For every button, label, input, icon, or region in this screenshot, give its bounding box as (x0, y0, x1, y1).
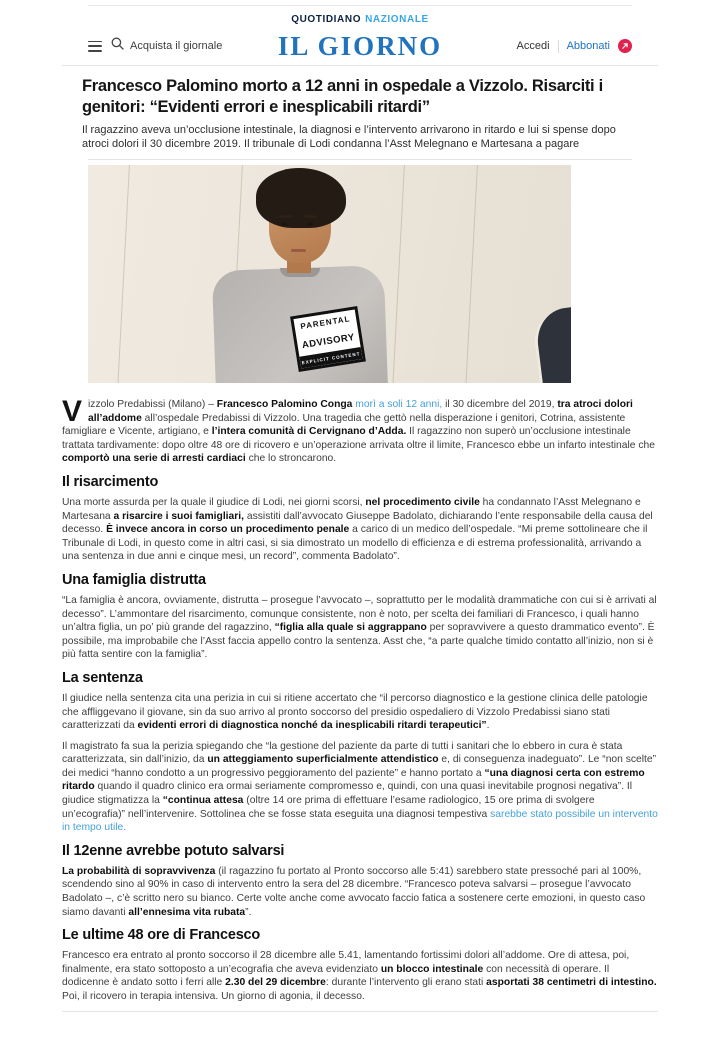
bold-text: all’ennesima vita rubata (128, 906, 246, 918)
article-title: Francesco Palomino morto a 12 anni in ospedale a Vizzolo. Risarciti i genitori: “Evidenti errori e inesplicabili ritardi” (82, 77, 603, 116)
article-paragraph (62, 496, 658, 564)
article-photo (88, 165, 571, 383)
bold-text: La probabilità di sopravvivenza (62, 865, 216, 877)
article-paragraph (62, 740, 658, 835)
login-link[interactable]: Accedi (516, 40, 550, 52)
bold-text: “figlia alla quale si aggrappano (274, 622, 427, 634)
body-text: : durante l’intervento gli erano stati (325, 977, 487, 989)
body-text: Il ragazzino non superò un’occlusione intestinale trattata tardivamente: dopo oltre 48 ore di ricovero e un’operazione arrivata oltre il limite, Francesco ebbe un infarto intestinale che (62, 426, 655, 451)
il-giorno-logo[interactable]: IL GIORNO (277, 30, 443, 61)
body-text: Una morte assurda per la quale il giudice di Lodi, nei giorni scorsi, (62, 496, 366, 508)
article-paragraph (62, 395, 658, 466)
boy-mouth (291, 249, 306, 252)
body-text: quando il quadro clinico era ormai seriamente compromesso e, quindi, con una quasi inevitabile prognosi negativa”. Il giudice stigmatizza la (62, 781, 633, 807)
body-text: all’ospedale Predabissi di Vizzolo. Una tragedia che gettò nella disperazione i genitori, Cotrina, assistente famigliare e Vicente, artigiano, e (62, 412, 626, 438)
bold-text: un blocco intestinale (380, 963, 484, 975)
inline-link[interactable]: morì a soli 12 anni, (355, 399, 443, 410)
inline-link[interactable]: sarebbe stato possibile un intervento in tempo utile. (62, 808, 658, 834)
qn-brand-dark[interactable]: QUOTIDIANO (291, 14, 362, 25)
advisory-mid-text: ADVISORY (301, 331, 356, 351)
article-standfirst: Il ragazzino aveva un’occlusione intestinale, la diagnosi e l’intervento arrivarono in ritardo e lui si spense dopo atroci dolori il 30 dicembre 2019. Il tribunale di Lodi condanna l’Asst Melegnano e Martesana a pagare (82, 124, 616, 150)
bold-text: “continua attesa (162, 795, 244, 807)
body-text: e, di conseguenza inadeguato”. Le “non scelte” dei medici “hanno condotto a un progressivo peggioramento del paziente” e hanno portato a (62, 754, 657, 779)
article-paragraph (62, 594, 658, 662)
boy-eye (281, 222, 287, 226)
body-text: Francesco era entrato al pronto soccorso il 28 dicembre alle 5.41, lamentando fortissimi dolori all’addome. Ore di attesa, poi, finalmente, era stato sottoposto a un’ecografia che aveva evidenziato (62, 950, 630, 975)
photo-wall-line (391, 165, 405, 383)
article-paragraph (62, 692, 658, 733)
subscribe-link[interactable]: Abbonati (566, 40, 610, 52)
article-body (62, 395, 658, 1004)
headline-divider (88, 159, 632, 160)
bold-text: asportati 38 centimetri di intestino. (486, 977, 657, 989)
bold-text: nel procedimento civile (365, 496, 480, 508)
second-person-shoulder (531, 307, 571, 383)
article-paragraph (62, 949, 658, 1003)
article-paragraph (62, 865, 658, 919)
body-text: ha condannato l’Asst Melegnano e Martesana (62, 496, 641, 522)
body-text: il 30 dicembre del 2019, (442, 399, 558, 410)
qn-brand-light[interactable]: NAZIONALE (365, 14, 429, 25)
drop-cap: V (62, 395, 83, 428)
bold-text: un atteggiamento superficialmente attendistico (207, 754, 439, 766)
bold-text: Francesco Palomino Conga (216, 399, 353, 410)
bold-text: comportò una serie di arresti cardiaci (62, 453, 246, 465)
section-heading: Il 12enne avrebbe potuto salvarsi (62, 842, 285, 859)
body-text: con necessità di operare. Il dodicenne è andato sotto i ferri alle (62, 963, 610, 989)
body-text: Poi, il ricovero in terapia intensiva. Un giorno di agonia, il decesso. (62, 991, 365, 1002)
bold-text: “una diagnosi certa con estremo ritardo (62, 767, 645, 793)
section-heading: Il risarcimento (62, 473, 159, 490)
body-text: a carico di un medico dell’ospedale. “Mi preme sottolineare che il Tribunale di Lodi, in questo come in altri casi, si sia dimostrato un modello di efficienza e di estrema professionalità, arrivando a una sentenza in due anni e cinque mesi, un record”, commenta Badolato”. (62, 524, 648, 563)
body-text: izzolo Predabissi (Milano) – (88, 399, 217, 410)
body-text: (oltre 14 ore prima di effettuare l’esame radiologico, 15 ore prima di svolgere un’ecografia)” nell’intervenire. Sottolinea che se fosse stata eseguita una diagnosi tempestiva (62, 795, 595, 820)
photo-wall-line (464, 165, 478, 383)
body-text: ”. (245, 906, 252, 918)
bold-text: l’intera comunità di Cervignano d’Adda. (211, 426, 407, 438)
article-bottom-divider (62, 1011, 658, 1012)
body-text: (il ragazzino fu portato al Pronto soccorso alle 5:41) sarebbero state pressoché pari al 100%, scendendo sino al 90% in caso di intervento entro la sera del 28 dicembre. “Francesco poteva salvarsi – prosegue l’avvocato Badolato –, c’è scritto nero su bianco. Certe volte anche come avvocato faccio fatica a sostenere certe emozioni, in questo caso siamo davanti (62, 865, 646, 918)
header-separator (558, 40, 559, 53)
hamburger-menu-icon[interactable] (88, 41, 102, 52)
body-text: “La famiglia è ancora, ovviamente, distrutta – prosegue l’avvocato –, soprattutto per le modalità drammatiche con cui si è arrivati al decesso”. L’ammontare del risarcimento, comunque consistente, non è noto, per scelta dei familiari di Francesco, i quali hanno un’altra figlia, un po’ più grande del ragazzino, (62, 594, 657, 634)
photo-wall-line (116, 165, 130, 383)
body-text: assistiti dall’avvocato Giuseppe Badolato, dichiarando l’ente responsabile della causa del decesso. (62, 510, 653, 536)
body-text: . (486, 720, 490, 732)
article-photo-wrap (88, 165, 632, 383)
bold-text: È invece ancora in corso un procedimento penale (106, 524, 350, 536)
bold-text: evidenti errori di diagnostica nonché da inesplicabili ritardi terapeutici” (137, 720, 487, 732)
header-divider (62, 65, 658, 66)
parental-advisory-label (290, 306, 366, 372)
subscribe-badge-icon[interactable] (618, 39, 632, 53)
bold-text: tra atroci dolori all’addome (88, 399, 633, 424)
buy-newspaper-label[interactable]: Acquista il giornale (130, 40, 223, 52)
body-text: Il giudice nella sentenza cita una perizia in cui si ritiene accertato che “il percorso diagnostico e la gestione clinica delle patologie che affliggevano il giovane, sin da suo arrivo al pronto soccorso del presidio ospedaliero di Vizzolo Predabissi siano stati caratterizzati da (62, 692, 648, 732)
section-heading: Le ultime 48 ore di Francesco (62, 927, 261, 944)
bold-text: 2.30 del 29 dicembre (225, 977, 326, 989)
advisory-bottom-text: EXPLICIT CONTENT (299, 347, 362, 369)
site-header (88, 27, 632, 65)
boy-hair-fringe (266, 179, 334, 201)
boy-eye (307, 222, 313, 226)
search-icon (111, 37, 124, 55)
body-text: che lo stroncarono. (245, 453, 337, 465)
body-text: per sopravvivere a questo drammatico evento”. È possibile, ma improbabile che l’Asst faccia appello contro la sentenza. Asst che, “a parte qualche timido contatto all’inizio, non si è più fatta sentire con la famiglia”. (62, 622, 655, 661)
qn-topbar (88, 5, 632, 27)
section-heading: La sentenza (62, 669, 143, 686)
search-button[interactable] (111, 37, 222, 55)
body-text: Il magistrato fa sua la perizia spiegando che “la gestione del paziente da parte di tutti i sanitari che lo ebbero in cura è stata caratterizzata, sin dall’inizio, da (62, 740, 623, 766)
section-heading: Una famiglia distrutta (62, 571, 206, 588)
advisory-top-text: PARENTAL (299, 313, 351, 331)
bold-text: a risarcire i suoi famigliari, (113, 510, 245, 522)
